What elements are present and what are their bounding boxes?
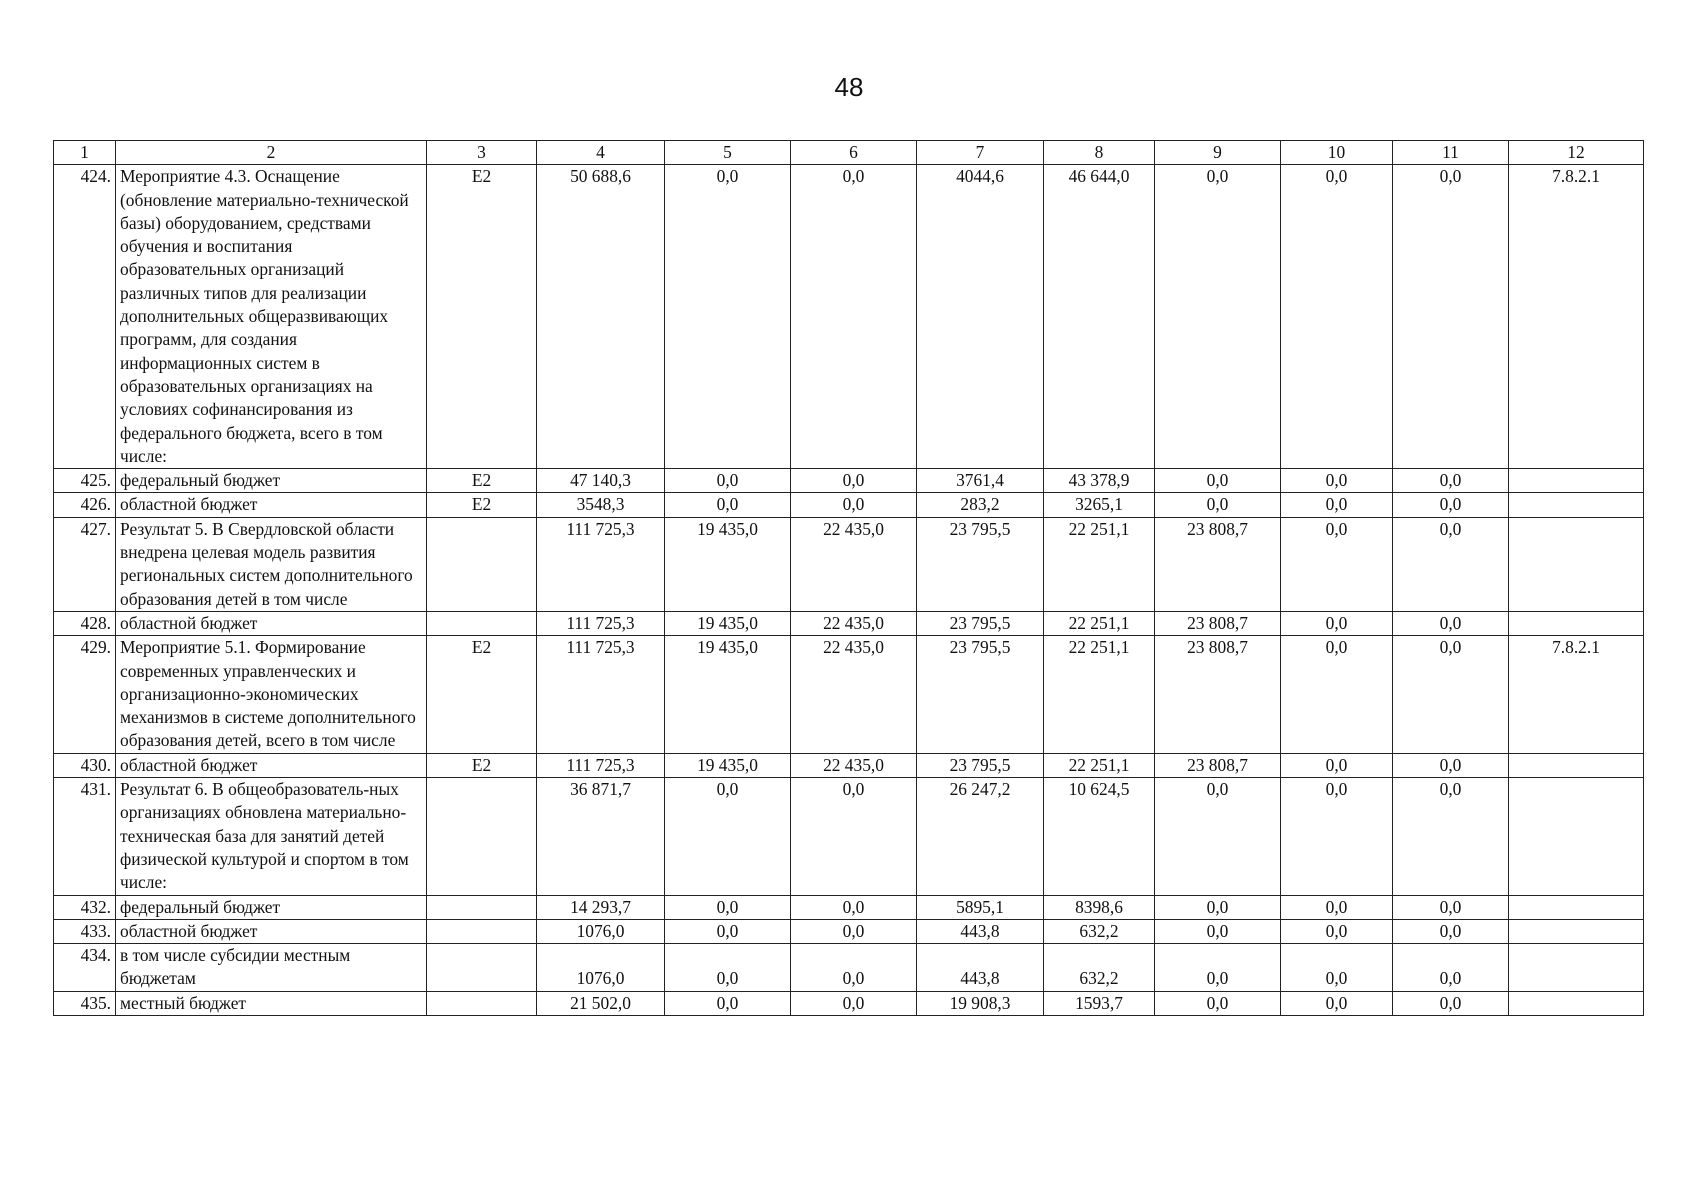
row-description-cell: в том числе субсидии местным бюджетам <box>116 944 427 992</box>
value-cell-col7: 23 795,5 <box>917 753 1044 777</box>
value-cell-col6: 0,0 <box>791 895 917 919</box>
header-cell: 9 <box>1155 141 1281 165</box>
row-description-cell: Мероприятие 5.1. Формирование современных управленческих и организационно-экономических механизмов в системе дополнительного образования детей, всего в том числе <box>116 636 427 753</box>
row-number-cell: 431. <box>54 778 116 895</box>
row-description-cell: областной бюджет <box>116 493 427 517</box>
table-row <box>54 778 1644 895</box>
value-cell-col11: 0,0 <box>1393 636 1509 753</box>
value-cell-col5: 0,0 <box>665 919 791 943</box>
value-cell-col9: 23 808,7 <box>1155 636 1281 753</box>
row-code-cell: Е2 <box>427 469 537 493</box>
row-description-cell: Результат 5. В Свердловской области внедрена целевая модель развития региональных систем дополнительного образования детей в том числе <box>116 517 427 611</box>
table-row <box>54 753 1644 777</box>
table-row <box>54 895 1644 919</box>
row-number-cell: 425. <box>54 469 116 493</box>
value-cell-col9: 0,0 <box>1155 165 1281 469</box>
target-ref-cell <box>1509 991 1644 1015</box>
value-cell-col9: 23 808,7 <box>1155 517 1281 611</box>
value-cell-col6: 0,0 <box>791 469 917 493</box>
value-cell-col11: 0,0 <box>1393 469 1509 493</box>
value-cell-col10: 0,0 <box>1281 895 1393 919</box>
value-cell-col7: 4044,6 <box>917 165 1044 469</box>
value-cell-col4: 111 725,3 <box>537 753 665 777</box>
value-cell-col6: 22 435,0 <box>791 753 917 777</box>
row-code-cell <box>427 919 537 943</box>
target-ref-cell <box>1509 517 1644 611</box>
value-cell-col11: 0,0 <box>1393 919 1509 943</box>
value-cell-col8: 10 624,5 <box>1044 778 1155 895</box>
value-cell-col10: 0,0 <box>1281 469 1393 493</box>
value-cell-col9: 23 808,7 <box>1155 611 1281 635</box>
header-cell: 1 <box>54 141 116 165</box>
value-cell-col8: 22 251,1 <box>1044 753 1155 777</box>
target-ref-cell <box>1509 919 1644 943</box>
target-ref-cell <box>1509 778 1644 895</box>
value-cell-col7: 23 795,5 <box>917 636 1044 753</box>
row-code-cell: Е2 <box>427 493 537 517</box>
value-cell-col6: 22 435,0 <box>791 517 917 611</box>
value-cell-col8: 43 378,9 <box>1044 469 1155 493</box>
row-code-cell <box>427 895 537 919</box>
value-cell-col4: 47 140,3 <box>537 469 665 493</box>
value-cell-col11: 0,0 <box>1393 778 1509 895</box>
value-cell-col4: 111 725,3 <box>537 636 665 753</box>
value-cell-col5: 0,0 <box>665 493 791 517</box>
target-ref-cell <box>1509 753 1644 777</box>
value-cell-col8: 632,2 <box>1044 919 1155 943</box>
value-cell-col8: 1593,7 <box>1044 991 1155 1015</box>
value-cell-col7: 283,2 <box>917 493 1044 517</box>
value-cell-col10: 0,0 <box>1281 991 1393 1015</box>
value-cell-col9: 0,0 <box>1155 895 1281 919</box>
row-code-cell <box>427 517 537 611</box>
row-description-cell: федеральный бюджет <box>116 895 427 919</box>
row-description-cell: федеральный бюджет <box>116 469 427 493</box>
target-ref-cell <box>1509 611 1644 635</box>
value-cell-col6: 0,0 <box>791 778 917 895</box>
value-cell-col10: 0,0 <box>1281 493 1393 517</box>
page-number: 48 <box>834 72 864 102</box>
header-cell: 8 <box>1044 141 1155 165</box>
header-cell: 4 <box>537 141 665 165</box>
value-cell-col4: 111 725,3 <box>537 611 665 635</box>
value-cell-col8: 22 251,1 <box>1044 517 1155 611</box>
value-cell-col9: 0,0 <box>1155 469 1281 493</box>
value-cell-col6: 22 435,0 <box>791 636 917 753</box>
value-cell-col4: 1076,0 <box>537 919 665 943</box>
value-cell-col8: 22 251,1 <box>1044 611 1155 635</box>
row-description-cell: Мероприятие 4.3. Оснащение (обновление материально-технической базы) оборудованием, средствами обучения и воспитания образовательных организаций различных типов для реализации дополнительных общеразвивающих программ, для создания информационных систем в образовательных организациях на условиях софинансирования из федерального бюджета, всего в том числе: <box>116 165 427 469</box>
target-ref-cell <box>1509 493 1644 517</box>
value-cell-col10: 0,0 <box>1281 778 1393 895</box>
value-cell-col5: 0,0 <box>665 895 791 919</box>
value-cell-col11: 0,0 <box>1393 493 1509 517</box>
row-number-cell: 424. <box>54 165 116 469</box>
row-code-cell: Е2 <box>427 753 537 777</box>
value-cell-col6: 0,0 <box>791 944 917 992</box>
value-cell-col11: 0,0 <box>1393 517 1509 611</box>
value-cell-col11: 0,0 <box>1393 165 1509 469</box>
row-number-cell: 435. <box>54 991 116 1015</box>
target-ref-cell: 7.8.2.1 <box>1509 636 1644 753</box>
value-cell-col11: 0,0 <box>1393 991 1509 1015</box>
row-number-cell: 426. <box>54 493 116 517</box>
row-number-cell: 434. <box>54 944 116 992</box>
table-row <box>54 944 1644 992</box>
value-cell-col11: 0,0 <box>1393 944 1509 992</box>
row-number-cell: 429. <box>54 636 116 753</box>
table-row <box>54 611 1644 635</box>
value-cell-col5: 0,0 <box>665 469 791 493</box>
header-cell: 12 <box>1509 141 1644 165</box>
value-cell-col8: 46 644,0 <box>1044 165 1155 469</box>
row-code-cell: Е2 <box>427 165 537 469</box>
value-cell-col10: 0,0 <box>1281 753 1393 777</box>
table-body <box>54 141 1644 1016</box>
header-cell: 10 <box>1281 141 1393 165</box>
value-cell-col11: 0,0 <box>1393 611 1509 635</box>
row-code-cell: Е2 <box>427 636 537 753</box>
value-cell-col7: 23 795,5 <box>917 611 1044 635</box>
value-cell-col4: 50 688,6 <box>537 165 665 469</box>
value-cell-col4: 3548,3 <box>537 493 665 517</box>
table-row <box>54 919 1644 943</box>
value-cell-col9: 0,0 <box>1155 493 1281 517</box>
value-cell-col7: 23 795,5 <box>917 517 1044 611</box>
value-cell-col10: 0,0 <box>1281 165 1393 469</box>
value-cell-col10: 0,0 <box>1281 636 1393 753</box>
row-description-cell: Результат 6. В общеобразователь-ных организациях обновлена материально-техническая база для занятий детей физической культурой и спортом в том числе: <box>116 778 427 895</box>
value-cell-col8: 8398,6 <box>1044 895 1155 919</box>
value-cell-col5: 0,0 <box>665 778 791 895</box>
value-cell-col10: 0,0 <box>1281 944 1393 992</box>
header-cell: 2 <box>116 141 427 165</box>
value-cell-col4: 1076,0 <box>537 944 665 992</box>
row-code-cell <box>427 944 537 992</box>
value-cell-col4: 14 293,7 <box>537 895 665 919</box>
value-cell-col5: 19 435,0 <box>665 517 791 611</box>
value-cell-col9: 0,0 <box>1155 944 1281 992</box>
target-ref-cell <box>1509 895 1644 919</box>
value-cell-col7: 443,8 <box>917 919 1044 943</box>
row-number-cell: 427. <box>54 517 116 611</box>
target-ref-cell <box>1509 944 1644 992</box>
value-cell-col10: 0,0 <box>1281 919 1393 943</box>
value-cell-col11: 0,0 <box>1393 895 1509 919</box>
header-cell: 7 <box>917 141 1044 165</box>
row-code-cell <box>427 991 537 1015</box>
row-description-cell: местный бюджет <box>116 991 427 1015</box>
value-cell-col7: 5895,1 <box>917 895 1044 919</box>
header-cell: 6 <box>791 141 917 165</box>
table-row <box>54 493 1644 517</box>
header-cell: 5 <box>665 141 791 165</box>
value-cell-col9: 0,0 <box>1155 778 1281 895</box>
header-row <box>54 141 1644 165</box>
target-ref-cell: 7.8.2.1 <box>1509 165 1644 469</box>
header-cell: 3 <box>427 141 537 165</box>
row-description-cell: областной бюджет <box>116 611 427 635</box>
value-cell-col6: 0,0 <box>791 493 917 517</box>
header-cell: 11 <box>1393 141 1509 165</box>
value-cell-col5: 0,0 <box>665 165 791 469</box>
value-cell-col6: 0,0 <box>791 919 917 943</box>
table-row <box>54 469 1644 493</box>
value-cell-col5: 19 435,0 <box>665 636 791 753</box>
value-cell-col5: 19 435,0 <box>665 753 791 777</box>
row-number-cell: 430. <box>54 753 116 777</box>
value-cell-col6: 0,0 <box>791 991 917 1015</box>
value-cell-col7: 443,8 <box>917 944 1044 992</box>
table-row <box>54 517 1644 611</box>
value-cell-col7: 19 908,3 <box>917 991 1044 1015</box>
table-row <box>54 991 1644 1015</box>
value-cell-col5: 19 435,0 <box>665 611 791 635</box>
row-code-cell <box>427 611 537 635</box>
value-cell-col5: 0,0 <box>665 991 791 1015</box>
value-cell-col8: 3265,1 <box>1044 493 1155 517</box>
target-ref-cell <box>1509 469 1644 493</box>
value-cell-col9: 23 808,7 <box>1155 753 1281 777</box>
value-cell-col7: 3761,4 <box>917 469 1044 493</box>
table-row <box>54 636 1644 753</box>
row-code-cell <box>427 778 537 895</box>
value-cell-col5: 0,0 <box>665 944 791 992</box>
budget-table <box>53 140 1644 1016</box>
value-cell-col4: 21 502,0 <box>537 991 665 1015</box>
value-cell-col4: 36 871,7 <box>537 778 665 895</box>
value-cell-col6: 22 435,0 <box>791 611 917 635</box>
value-cell-col8: 632,2 <box>1044 944 1155 992</box>
value-cell-col9: 0,0 <box>1155 991 1281 1015</box>
row-number-cell: 433. <box>54 919 116 943</box>
value-cell-col11: 0,0 <box>1393 753 1509 777</box>
value-cell-col6: 0,0 <box>791 165 917 469</box>
value-cell-col8: 22 251,1 <box>1044 636 1155 753</box>
value-cell-col10: 0,0 <box>1281 517 1393 611</box>
row-description-cell: областной бюджет <box>116 753 427 777</box>
row-description-cell: областной бюджет <box>116 919 427 943</box>
value-cell-col9: 0,0 <box>1155 919 1281 943</box>
value-cell-col10: 0,0 <box>1281 611 1393 635</box>
value-cell-col7: 26 247,2 <box>917 778 1044 895</box>
row-number-cell: 428. <box>54 611 116 635</box>
value-cell-col4: 111 725,3 <box>537 517 665 611</box>
row-number-cell: 432. <box>54 895 116 919</box>
table-row <box>54 165 1644 469</box>
